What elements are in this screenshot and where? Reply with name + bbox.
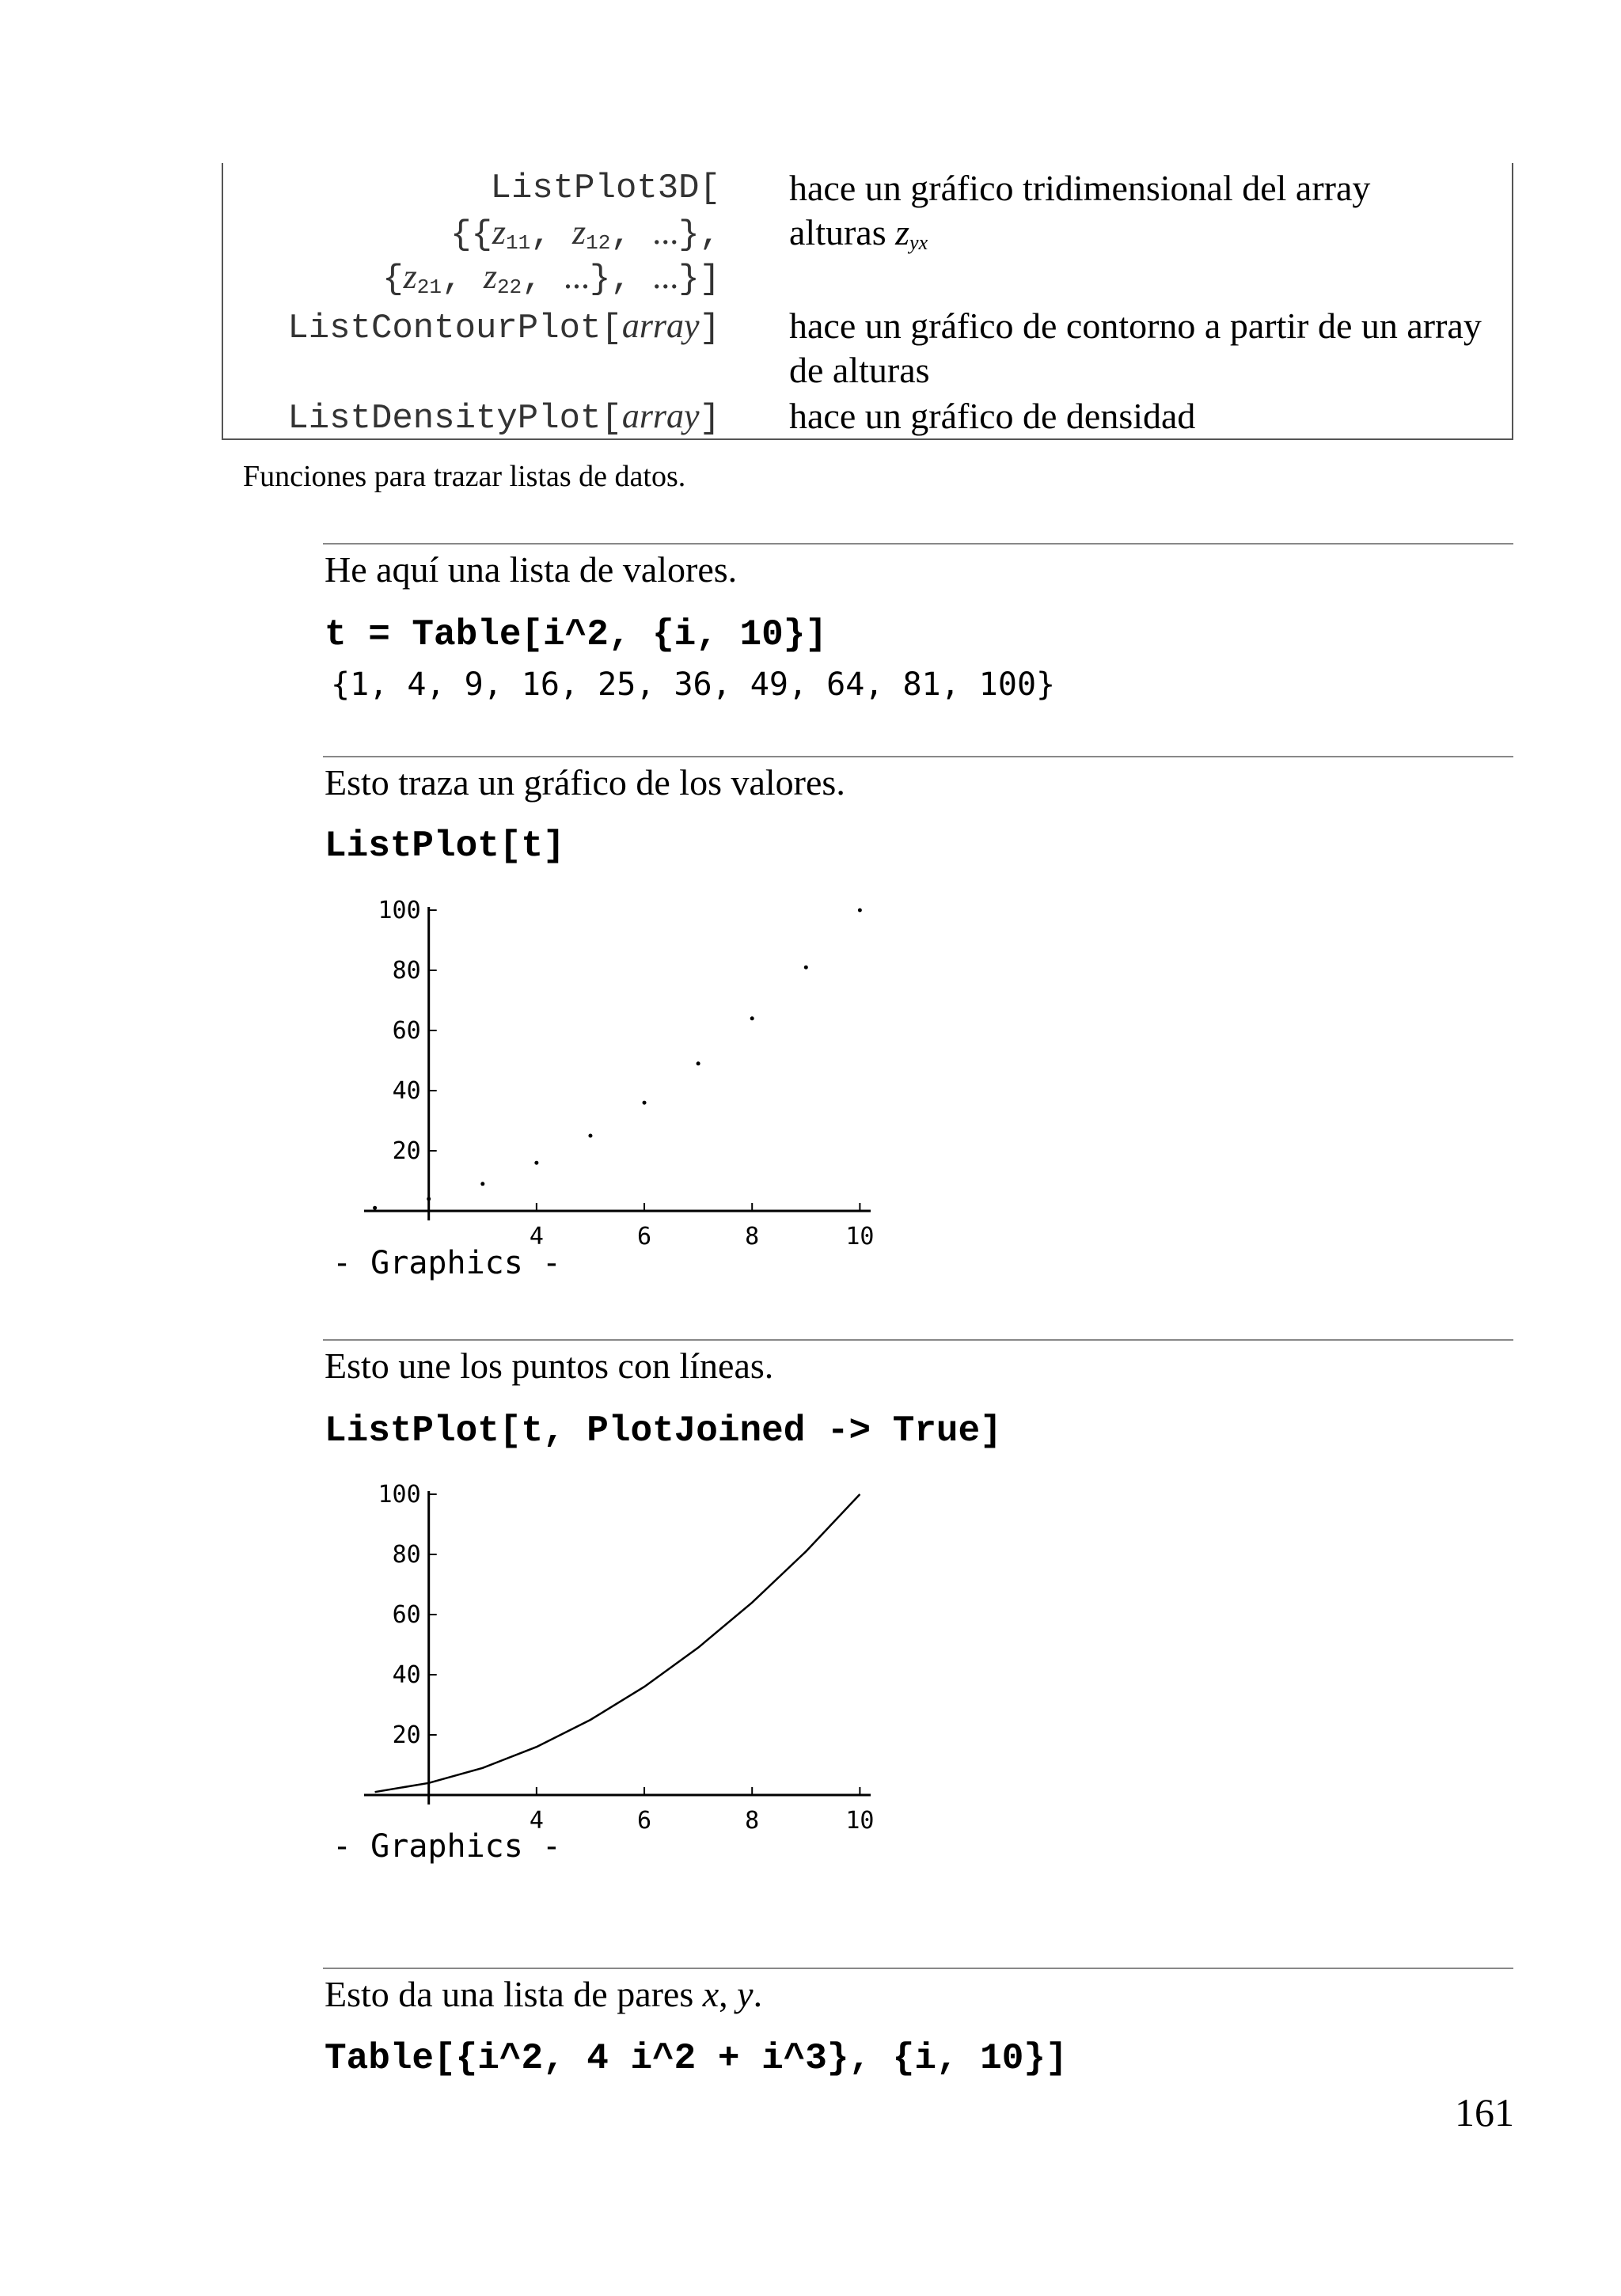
data-point <box>480 1182 484 1186</box>
table-description: hace un gráfico tridimensional del array alturas $z_{yx}$ <box>789 168 1371 254</box>
code-input[interactable]: ListPlot[t] <box>325 825 565 867</box>
code-input[interactable]: t = Table[i^2, {i, 10}] <box>325 614 827 655</box>
y-tick-label: 60 <box>392 1017 421 1045</box>
y-tick-label: 100 <box>378 1481 421 1509</box>
data-point <box>427 1197 431 1201</box>
table-command: {$z_{21}$, $z_{22}$, ...}, ...}] <box>382 257 720 299</box>
table-command: {{$z_{11}$, $z_{12}$, ...}, <box>450 213 720 255</box>
y-tick-label: 40 <box>392 1661 421 1689</box>
data-point <box>643 1101 647 1105</box>
code-output: {1, 4, 9, 16, 25, 36, 49, 64, 81, 100} <box>331 666 1056 703</box>
x-tick-label: 10 <box>845 1807 875 1835</box>
y-tick-label: 100 <box>378 897 421 924</box>
graphics-output: - Graphics - <box>332 1245 561 1281</box>
cell-text: Esto da una lista de pares x, y. <box>325 1974 763 2014</box>
data-point <box>588 1134 592 1138</box>
data-point <box>858 909 862 913</box>
code-input[interactable]: Table[{i^2, 4 i^2 + i^3}, {i, 10}] <box>325 2038 1068 2079</box>
table-description: hace un gráfico de densidad <box>789 396 1196 436</box>
x-tick-label: 4 <box>529 1807 544 1835</box>
line-plot <box>332 1471 886 1835</box>
table-caption: Funciones para trazar listas de datos. <box>243 460 686 493</box>
cell-divider <box>323 1339 1513 1341</box>
y-tick-label: 20 <box>392 1137 421 1165</box>
x-tick-label: 6 <box>637 1807 652 1835</box>
functions-table <box>222 163 1513 440</box>
page-number: 161 <box>1455 2090 1514 2135</box>
x-tick-label: 8 <box>745 1807 760 1835</box>
y-tick-label: 40 <box>392 1077 421 1105</box>
x-tick-label: 8 <box>745 1223 760 1250</box>
cell-divider <box>323 756 1513 757</box>
cell-text: Esto traza un gráfico de los valores. <box>325 762 845 803</box>
x-tick-label: 10 <box>845 1223 875 1250</box>
series-line <box>375 1494 860 1792</box>
data-point <box>534 1161 538 1165</box>
y-tick-label: 60 <box>392 1601 421 1629</box>
table-description: hace un gráfico de contorno a partir de un array de alturas <box>789 306 1482 390</box>
code-input[interactable]: ListPlot[t, PlotJoined -> True] <box>325 1410 1002 1452</box>
cell-divider <box>323 1968 1513 1969</box>
cell-text: He aquí una lista de valores. <box>325 549 738 590</box>
x-tick-label: 6 <box>637 1223 652 1250</box>
data-point <box>750 1016 754 1020</box>
table-command: ListPlot3D[ <box>490 169 720 208</box>
graphics-output: - Graphics - <box>332 1828 561 1865</box>
data-point <box>804 966 808 970</box>
y-tick-label: 80 <box>392 1541 421 1569</box>
data-point <box>373 1206 377 1210</box>
cell-text: Esto une los puntos con líneas. <box>325 1345 774 1386</box>
table-command: ListContourPlot[array] <box>287 306 720 348</box>
y-tick-label: 20 <box>392 1721 421 1749</box>
x-tick-label: 4 <box>529 1223 544 1250</box>
scatter-plot <box>332 886 886 1250</box>
data-point <box>697 1061 700 1065</box>
y-tick-label: 80 <box>392 957 421 985</box>
cell-divider <box>323 543 1513 545</box>
table-command: ListDensityPlot[array] <box>287 397 720 438</box>
